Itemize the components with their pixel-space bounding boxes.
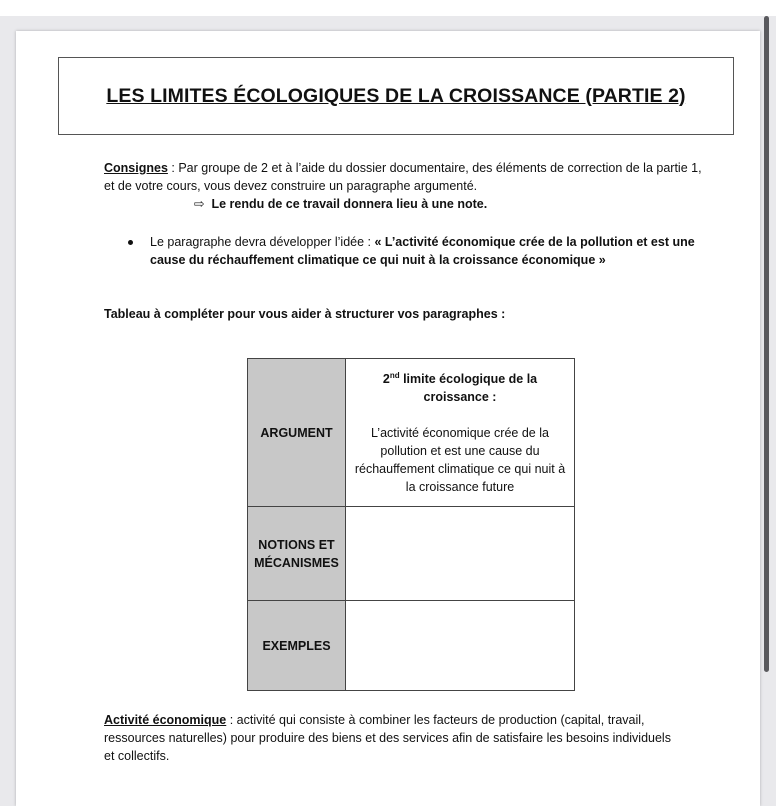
arrow-right-icon: ⇨ (194, 197, 205, 211)
table-intro: Tableau à compléter pour vous aider à structurer vos paragraphes : (104, 307, 506, 321)
bullet-text (150, 233, 708, 269)
row-label-argument: ARGUMENT (248, 359, 346, 507)
table-row (248, 507, 575, 601)
structure-table (247, 358, 575, 691)
definition-text: : activité qui consiste à combiner les facteurs de production (capital, travail, ressources naturelles) pour produire des biens et des services afin de satisfaire les besoins individuels et collectifs. (104, 713, 671, 763)
instructions-text: : Par groupe de 2 et à l’aide du dossier documentaire, des éléments de correction de la partie 1, et de votre cours, vous devez construire un paragraphe argumenté. (104, 161, 702, 193)
row-label-notions: NOTIONS ET MÉCANISMES (248, 507, 346, 601)
instructions-label: Consignes (104, 161, 168, 175)
title-box (58, 57, 734, 135)
header-number: 2 (382, 371, 390, 386)
grading-note-text: Le rendu de ce travail donnera lieu à une note. (211, 197, 488, 211)
argument-header (352, 370, 568, 406)
page-title: LES LIMITES ÉCOLOGIQUES DE LA CROISSANCE (PARTIE 2) (106, 84, 686, 107)
header-superscript: nd (389, 370, 400, 380)
header-rest: limite écologique de la croissance : (399, 371, 538, 404)
instructions-paragraph (104, 159, 704, 195)
bullet-item (128, 233, 708, 269)
table-row (248, 359, 575, 507)
bullet-dot-icon (128, 240, 133, 245)
viewer-top-strip (0, 0, 776, 16)
definition-term: Activité économique (104, 713, 227, 727)
row-label-exemples: EXEMPLES (248, 601, 346, 691)
grading-note (194, 195, 487, 213)
bullet-intro: Le paragraphe devra développer l’idée : (150, 235, 375, 249)
exemples-cell[interactable] (346, 601, 575, 691)
table-row (248, 601, 575, 691)
argument-cell (346, 359, 575, 507)
vertical-scrollbar[interactable] (764, 16, 769, 672)
argument-body: L’activité économique crée de la pollution et est une cause du réchauffement climatique ce qui nuit à la croissance future (354, 425, 566, 494)
header-spacer (352, 406, 568, 424)
notions-cell[interactable] (346, 507, 575, 601)
definition-paragraph (104, 711, 672, 765)
document-page[interactable] (16, 31, 760, 806)
bullet-idea: « L’activité économique crée de la pollution et est une cause du réchauffement climatique ce qui nuit à la croissance économique » (150, 235, 695, 267)
